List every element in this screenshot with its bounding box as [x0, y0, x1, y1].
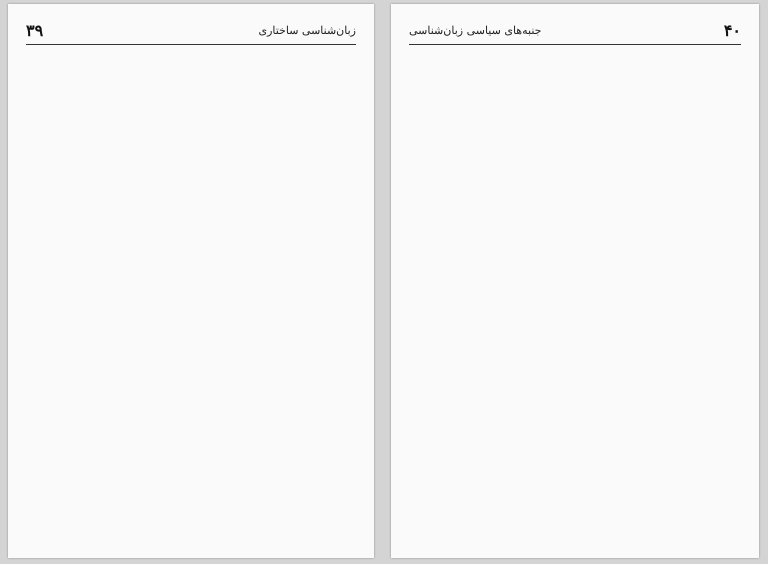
- running-title: جنبه‌های سیاسی زبان‌شناسی: [409, 24, 542, 37]
- page-number: ۳۹: [26, 21, 44, 40]
- page-header: [26, 18, 356, 45]
- page-number: ۴۰: [723, 21, 741, 40]
- running-title: زبان‌شناسی ساختاری: [258, 24, 356, 37]
- left-page: [8, 4, 374, 558]
- right-page: [391, 4, 759, 558]
- page-body: [30, 54, 352, 544]
- page-body: [413, 54, 737, 544]
- page-header: [409, 18, 741, 45]
